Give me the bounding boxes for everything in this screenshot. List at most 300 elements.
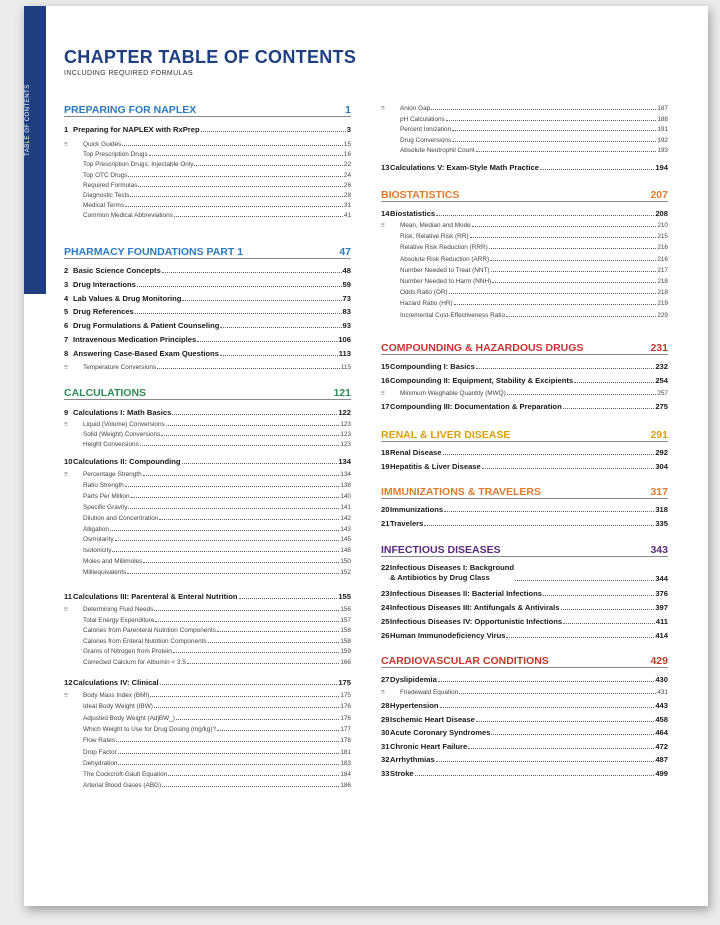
subtopic-row [381, 103, 668, 112]
subtopic-label: Mean, Median and Mode [400, 222, 471, 229]
chapter-label [381, 755, 435, 764]
leader-dots [515, 580, 654, 581]
subtopic-row [64, 615, 351, 624]
subtopic-label: Absolute Risk Reduction (ARR) [400, 255, 490, 263]
chapter-number: 16 [381, 375, 390, 385]
subtopic-label: Friedewald Equation [400, 689, 459, 696]
subtopic-page: 145 [340, 536, 351, 544]
leader-dots [561, 609, 655, 610]
section-header [381, 339, 668, 355]
chapter-number: 7 [64, 335, 69, 344]
chapter-page: 292 [655, 448, 668, 457]
leader-dots [490, 260, 656, 261]
leader-dots [166, 425, 340, 426]
chapter-label [381, 769, 414, 778]
formula-icon: ≡ [381, 105, 385, 112]
subtopic-label: Dehydration [83, 759, 118, 767]
chapter-row [381, 587, 668, 598]
subtopic-label: Arterial Blood Gases (ABG) [83, 782, 162, 790]
subtopic-row [64, 545, 351, 554]
subtopic-label: Body Mass Index (BMI) [83, 692, 150, 699]
subtopic-page: 123 [340, 421, 351, 428]
formula-icon: ≡ [64, 141, 68, 148]
chapter-label [381, 519, 423, 528]
section-page: 47 [339, 246, 351, 258]
subtopic-row [64, 362, 351, 371]
leader-dots [452, 130, 656, 131]
subtopic-row [381, 242, 668, 251]
chapter-number: 30 [381, 728, 390, 738]
section-title: COMPOUNDING & HAZARDOUS DRUGS [381, 342, 584, 354]
leader-dots [197, 341, 337, 342]
subtopic-label: Dilution and Concentration [83, 514, 159, 522]
leader-dots [476, 721, 654, 722]
chapter-number: 33 [381, 769, 390, 778]
section-header [381, 426, 668, 442]
chapter-number: 17 [381, 402, 390, 411]
chapter-title: Compounding II: Equipment, Stability & Excipients [390, 375, 574, 385]
leader-dots [112, 551, 339, 552]
chapter-page: 113 [338, 348, 351, 358]
chapter-number: 11 [64, 592, 73, 601]
chapter-row [64, 590, 351, 601]
chapter-title [390, 563, 514, 583]
chapter-label [381, 675, 437, 684]
chapter-page: 122 [338, 408, 351, 417]
chapter-label [381, 715, 475, 724]
leader-dots [138, 186, 343, 187]
chapter-page: 134 [338, 457, 351, 466]
leader-dots [161, 435, 339, 436]
leader-dots [239, 598, 338, 599]
chapter-row [64, 319, 351, 330]
chapter-page: 194 [655, 163, 668, 172]
subtopic-row [64, 429, 351, 438]
chapter-label [381, 603, 560, 612]
chapter-title: Acute Coronary Syndromes [390, 728, 491, 738]
chapter-page: 208 [655, 209, 668, 218]
leader-dots [162, 272, 342, 273]
leader-dots [459, 693, 656, 694]
chapter-number: 24 [381, 603, 390, 612]
leader-dots [415, 775, 655, 776]
chapter-number: 13 [381, 163, 390, 172]
chapter-number: 26 [381, 631, 390, 640]
leader-dots [140, 445, 340, 446]
chapter-title: Human Immunodeficiency Virus [390, 631, 506, 640]
subtopic-label: The Cockcroft-Gault Equation [83, 771, 168, 779]
chapter-page: 376 [655, 589, 668, 598]
subtopic-row [64, 636, 351, 645]
section-page: 207 [650, 189, 668, 201]
chapter-title: Ischemic Heart Disease [390, 714, 475, 724]
leader-dots [162, 786, 339, 787]
subtopic-label: Anion Gap [400, 105, 431, 112]
chapter-row [381, 360, 668, 371]
chapter-label [381, 209, 435, 218]
chapter-page: 155 [338, 592, 351, 601]
chapter-label [381, 701, 439, 710]
leader-dots [506, 316, 656, 317]
subtopic-page: 22 [343, 161, 351, 169]
leader-dots [472, 226, 657, 227]
subtopic-row [64, 502, 351, 511]
chapter-row [381, 517, 668, 528]
chapter-page: 335 [655, 519, 668, 528]
subtopic-page: 175 [340, 692, 351, 699]
subtopic-page: 26 [343, 181, 351, 189]
leader-dots [128, 508, 339, 509]
leader-dots [118, 753, 340, 754]
subtopic-label: Absolute Neutrophil Count [400, 147, 475, 154]
chapter-number: 2 [64, 266, 69, 275]
chapter-page: 83 [342, 307, 351, 317]
sidebar-tab [24, 6, 46, 294]
chapter-label [381, 563, 514, 583]
chapter-title: Renal Disease [390, 448, 442, 457]
subtopic-label: Common Medical Abbreviations [83, 212, 173, 220]
chapter-label [381, 617, 562, 626]
subtopic-row [64, 419, 351, 428]
chapter-title: Chronic Heart Failure [390, 741, 468, 751]
subtopic-row [381, 310, 668, 319]
subtopic-page: 15 [343, 141, 351, 148]
chapter-number: 10 [64, 457, 73, 466]
leader-dots [436, 215, 654, 216]
leader-dots [220, 355, 338, 356]
chapter-number: 18 [381, 448, 390, 457]
chapter-label [64, 307, 134, 316]
chapter-number: 8 [64, 348, 69, 358]
leader-dots [506, 637, 654, 638]
chapter-label [381, 362, 475, 371]
chapter-label [64, 408, 171, 417]
chapter-number: 27 [381, 675, 390, 684]
leader-dots [470, 237, 657, 238]
subtopic-label: Moles and Millimoles [83, 558, 143, 566]
leader-dots [540, 169, 654, 170]
leader-dots [543, 595, 654, 596]
subtopic-page: 158 [340, 637, 351, 645]
subtopic-page: 158 [340, 627, 351, 635]
chapter-title: Calculations II: Compounding [73, 457, 181, 466]
chapter-title: Arrhythmias [390, 755, 435, 765]
subtopic-row [64, 190, 351, 199]
subtopic-row [64, 524, 351, 533]
chapter-title: Stroke [390, 769, 414, 778]
leader-dots [476, 368, 655, 369]
leader-dots [217, 631, 339, 632]
subtopic-label: Top Prescription Drugs: Injectable Only [83, 161, 194, 169]
chapter-page: 106 [338, 335, 351, 344]
leader-dots [476, 151, 657, 152]
chapter-title: Compounding I: Basics [390, 362, 475, 371]
subtopic-page: 192 [657, 136, 668, 144]
chapter-number: 4 [64, 293, 69, 303]
chapter-row [381, 374, 668, 385]
chapter-title: Immunizations [390, 505, 444, 514]
subtopic-row [64, 758, 351, 767]
subtopic-page: 181 [340, 748, 351, 756]
subtopic-page: 157 [340, 616, 351, 624]
section-page: 291 [650, 429, 668, 441]
leader-dots [563, 408, 655, 409]
formula-icon: ≡ [64, 606, 68, 613]
subtopic-page: 41 [343, 212, 351, 220]
subtopic-row [381, 388, 668, 397]
chapter-number: 5 [64, 307, 69, 317]
chapter-label [381, 163, 539, 172]
chapter-page: 73 [342, 293, 351, 303]
subtopic-page: 183 [340, 759, 351, 767]
chapter-label [64, 335, 196, 344]
leader-dots [208, 642, 340, 643]
subtopic-label: Temperature Conversions [83, 364, 157, 371]
leader-dots [127, 573, 339, 574]
leader-dots [160, 684, 338, 685]
chapter-row [64, 264, 351, 275]
section-page: 1 [345, 104, 351, 116]
subtopic-label: Milliequivalents [83, 569, 127, 577]
subtopic-page: 123 [340, 431, 351, 438]
subtopic-row [64, 724, 351, 733]
chapter-label [381, 631, 505, 640]
subtopic-page: 31 [343, 202, 351, 210]
chapter-page: 411 [655, 617, 668, 626]
section-title: INFECTIOUS DISEASES [381, 544, 501, 556]
subtopic-page: 134 [340, 471, 351, 478]
chapter-title: Calculations V: Exam-Style Math Practice [390, 163, 539, 172]
chapter-label [381, 376, 573, 385]
subtopic-page: 156 [340, 606, 351, 613]
leader-dots [444, 511, 654, 512]
leader-dots [220, 327, 341, 328]
chapter-row [381, 753, 668, 764]
subtopic-row [381, 135, 668, 144]
leader-dots [115, 540, 340, 541]
leader-dots [454, 304, 657, 305]
leader-dots [150, 696, 339, 697]
chapter-number: 21 [381, 519, 390, 528]
subtopic-row [381, 265, 668, 274]
chapter-number: 1 [64, 125, 69, 134]
chapter-label [381, 589, 542, 598]
chapter-number: 12 [64, 678, 73, 687]
section-header [64, 101, 351, 117]
chapter-title: Drug References [73, 307, 134, 317]
subtopic-page: 115 [340, 364, 351, 371]
subtopic-label: Corrected Calcium for Albumin < 3.5 [83, 659, 186, 666]
subtopic-page: 210 [657, 222, 668, 229]
chapter-number: 20 [381, 505, 390, 514]
chapter-row [381, 615, 668, 626]
leader-dots [149, 155, 343, 156]
subtopic-row [64, 604, 351, 613]
subtopic-label: Hazard Ratio (HR) [400, 300, 453, 308]
formula-icon: ≡ [381, 689, 385, 696]
chapter-row [64, 455, 351, 466]
chapter-row [64, 347, 351, 358]
leader-dots [125, 486, 339, 487]
subtopic-page: 177 [340, 725, 351, 733]
chapter-title: Dyslipidemia [390, 675, 437, 684]
subtopic-row [64, 780, 351, 789]
chapter-title: Drug Interactions [73, 279, 136, 289]
subtopic-page: 178 [340, 737, 351, 745]
subtopic-label: Isotonicity [83, 547, 112, 555]
chapter-page: 443 [655, 701, 668, 710]
section-page: 343 [650, 544, 668, 556]
subtopic-page: 184 [340, 771, 351, 779]
subtopic-label: Minimum Weighable Quantity (MWQ) [400, 390, 506, 397]
subtopic-row [381, 220, 668, 229]
leader-dots [563, 623, 655, 624]
leader-dots [135, 313, 342, 314]
subtopic-page: 217 [657, 266, 668, 274]
subtopic-page: 191 [657, 126, 668, 133]
subtopic-row [381, 254, 668, 263]
formula-icon: ≡ [64, 421, 68, 428]
subtopic-row [381, 287, 668, 296]
leader-dots [157, 368, 340, 369]
subtopic-page: 187 [657, 105, 668, 112]
chapter-title: Infectious Diseases IV: Opportunistic Infections [390, 617, 563, 626]
chapter-label [64, 294, 181, 303]
chapter-row [64, 676, 351, 687]
chapter-label [381, 402, 562, 411]
section-header [381, 186, 668, 202]
section-header [381, 652, 668, 668]
chapter-page: 3 [346, 125, 351, 134]
chapter-number: 25 [381, 617, 390, 626]
chapter-page: 48 [342, 266, 351, 275]
chapter-title: Biostatistics [390, 209, 436, 218]
subtopic-page: 159 [340, 648, 351, 656]
subtopic-page: 138 [340, 481, 351, 489]
subtopic-label: Flow Rates [83, 737, 115, 745]
chapter-row [381, 713, 668, 724]
subtopic-page: 193 [657, 147, 668, 154]
subtopic-row [64, 139, 351, 148]
subtopic-page: 24 [343, 171, 351, 179]
chapter-row [381, 673, 668, 684]
leader-dots [116, 741, 339, 742]
subtopic-label: Adjusted Body Weight (AdjBW_) [83, 714, 175, 722]
chapter-number: 28 [381, 701, 390, 710]
subtopic-page: 218 [657, 278, 668, 285]
chapter-number: 9 [64, 408, 69, 417]
subtopic-row [64, 480, 351, 489]
chapter-page: 275 [655, 402, 668, 411]
leader-dots [172, 414, 337, 415]
subtopic-page: 186 [340, 782, 351, 790]
chapter-number: 6 [64, 321, 69, 331]
subtopic-label: Alligation [83, 525, 109, 533]
chapter-title: Calculations IV: Clinical [73, 678, 159, 687]
subtopic-row [64, 690, 351, 699]
chapter-label [64, 678, 159, 687]
section-title: PREPARING FOR NAPLEX [64, 104, 197, 116]
chapter-label [64, 266, 161, 275]
chapter-title: Drug Formulations & Patient Counseling [73, 321, 220, 331]
subtopic-row [64, 769, 351, 778]
chapter-title: Infectious Diseases II: Bacterial Infections [390, 589, 542, 598]
chapter-title: Travelers [390, 519, 424, 528]
section-header [64, 384, 351, 400]
subtopic-page: 141 [340, 503, 351, 511]
leader-dots [452, 141, 656, 142]
leader-dots [182, 300, 341, 301]
subtopic-row [64, 159, 351, 168]
subtopic-page: 148 [340, 547, 351, 555]
subtopic-page: 219 [657, 300, 668, 308]
leader-dots [176, 719, 339, 720]
section-title: BIOSTATISTICS [381, 189, 460, 201]
subtopic-label: Relative Risk Reduction (RRR) [400, 244, 488, 252]
leader-dots [440, 707, 655, 708]
chapter-label [381, 728, 490, 737]
subtopic-row [64, 735, 351, 744]
leader-dots [482, 468, 655, 469]
chapter-title: Basic Science Concepts [73, 266, 161, 275]
leader-dots [446, 120, 657, 121]
formula-icon: ≡ [64, 692, 68, 699]
subtopic-label: Medical Terms [83, 202, 125, 210]
chapter-number: 23 [381, 589, 390, 598]
subtopic-row [381, 114, 668, 123]
subtopic-label: Determining Fluid Needs [83, 606, 154, 613]
leader-dots [159, 519, 339, 520]
leader-dots [492, 282, 656, 283]
chapter-page: 344 [655, 574, 668, 583]
chapter-row [64, 292, 351, 303]
chapter-number: 22 [381, 563, 390, 572]
chapter-page: 397 [655, 603, 668, 612]
chapter-page: 487 [655, 755, 668, 765]
leader-dots [154, 610, 339, 611]
subtopic-page: 188 [657, 115, 668, 123]
chapter-page: 59 [342, 279, 351, 289]
chapter-page: 499 [655, 769, 668, 778]
chapter-label [381, 505, 443, 514]
leader-dots [201, 131, 346, 132]
chapter-label [64, 280, 136, 289]
chapter-row [64, 333, 351, 344]
subtopic-page: 218 [657, 289, 668, 297]
subtopic-page: 152 [340, 569, 351, 577]
chapter-page: 232 [655, 362, 668, 371]
subtopic-page: 16 [343, 151, 351, 159]
subtopic-row [381, 124, 668, 133]
subtopic-row [64, 747, 351, 756]
subtopic-label: Number Needed to Harm (NNH) [400, 278, 492, 285]
chapter-page: 304 [655, 462, 668, 471]
leader-dots [424, 525, 654, 526]
subtopic-row [64, 469, 351, 478]
section-title: IMMUNIZATIONS & TRAVELERS [381, 486, 542, 498]
chapter-page: 93 [342, 321, 351, 331]
subtopic-row [64, 180, 351, 189]
chapter-label [64, 321, 219, 330]
chapter-title: Calculations I: Math Basics [73, 408, 172, 417]
section-page: 121 [333, 387, 351, 399]
chapter-row [381, 767, 668, 778]
chapter-label [381, 448, 442, 457]
subtopic-row [381, 145, 668, 154]
subtopic-label: Drug Conversions [400, 136, 452, 144]
leader-dots [143, 475, 340, 476]
leader-dots [154, 707, 339, 708]
